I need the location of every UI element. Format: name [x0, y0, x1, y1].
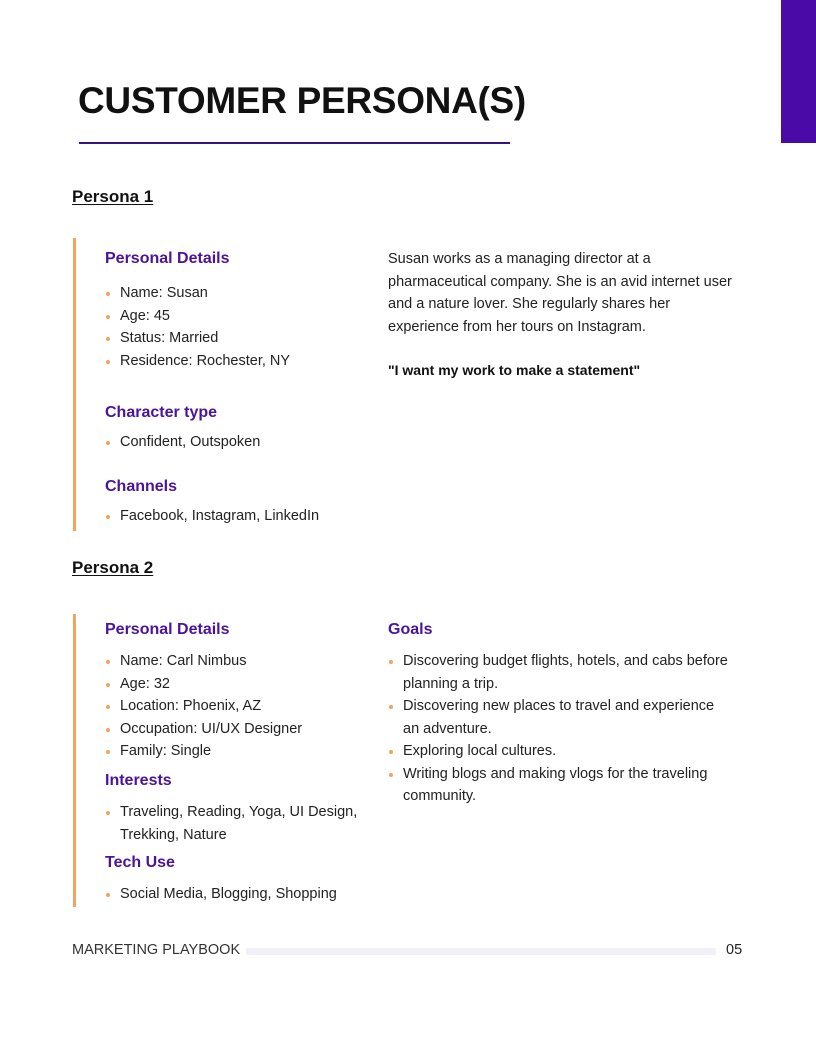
footer-label: MARKETING PLAYBOOK	[72, 942, 241, 958]
persona-2-accent-line	[73, 614, 76, 907]
persona-1-description: Susan works as a managing director at a pharmaceutical company. She is an avid internet user and a nature lover. She regularly shares her experience from her tours on Instagram.	[388, 251, 732, 335]
list-item: Location: Phoenix, AZ	[105, 695, 302, 718]
persona-2-interests-title: Interests	[105, 772, 172, 789]
persona-2-details-title: Personal Details	[105, 621, 230, 638]
persona-1-heading: Persona 1	[72, 187, 154, 206]
persona-1-quote: "I want my work to make a statement"	[388, 362, 641, 378]
list-item: Exploring local cultures.	[388, 740, 733, 763]
list-item: Residence: Rochester, NY	[105, 350, 290, 373]
list-item: Discovering budget flights, hotels, and cabs before planning a trip.	[388, 650, 733, 695]
list-item: Confident, Outspoken	[105, 431, 260, 454]
persona-1-channels-list	[105, 505, 319, 528]
persona-2-goals-title: Goals	[388, 621, 433, 638]
persona-1-character-title: Character type	[105, 404, 218, 421]
list-item: Facebook, Instagram, LinkedIn	[105, 505, 319, 528]
persona-1-accent-line	[73, 238, 76, 531]
list-item: Age: 32	[105, 673, 302, 696]
persona-2-tech-title: Tech Use	[105, 854, 175, 871]
persona-1-character-list	[105, 431, 260, 454]
persona-1-channels-title: Channels	[105, 478, 178, 495]
title-underline	[79, 142, 510, 144]
list-item: Family: Single	[105, 740, 302, 763]
list-item: Writing blogs and making vlogs for the traveling community.	[388, 763, 733, 808]
persona-2-heading: Persona 2	[72, 558, 154, 577]
list-item: Traveling, Reading, Yoga, UI Design, Trekking, Nature	[105, 801, 365, 846]
persona-1-details-list	[105, 282, 290, 372]
persona-1-details-title: Personal Details	[105, 250, 230, 267]
persona-2-goals-list	[388, 650, 733, 808]
list-item: Discovering new places to travel and experience an adventure.	[388, 695, 733, 740]
list-item: Status: Married	[105, 327, 290, 350]
persona-2-details-list	[105, 650, 302, 763]
corner-accent-bar	[781, 0, 816, 143]
list-item: Occupation: UI/UX Designer	[105, 718, 302, 741]
page-number: 05	[726, 942, 743, 958]
list-item: Social Media, Blogging, Shopping	[105, 883, 337, 906]
page-title: CUSTOMER PERSONA(S)	[78, 80, 526, 121]
list-item: Age: 45	[105, 305, 290, 328]
footer-divider-bar	[246, 948, 716, 955]
persona-2-tech-list	[105, 883, 337, 906]
list-item: Name: Carl Nimbus	[105, 650, 302, 673]
persona-2-interests-list	[105, 801, 365, 846]
list-item: Name: Susan	[105, 282, 290, 305]
